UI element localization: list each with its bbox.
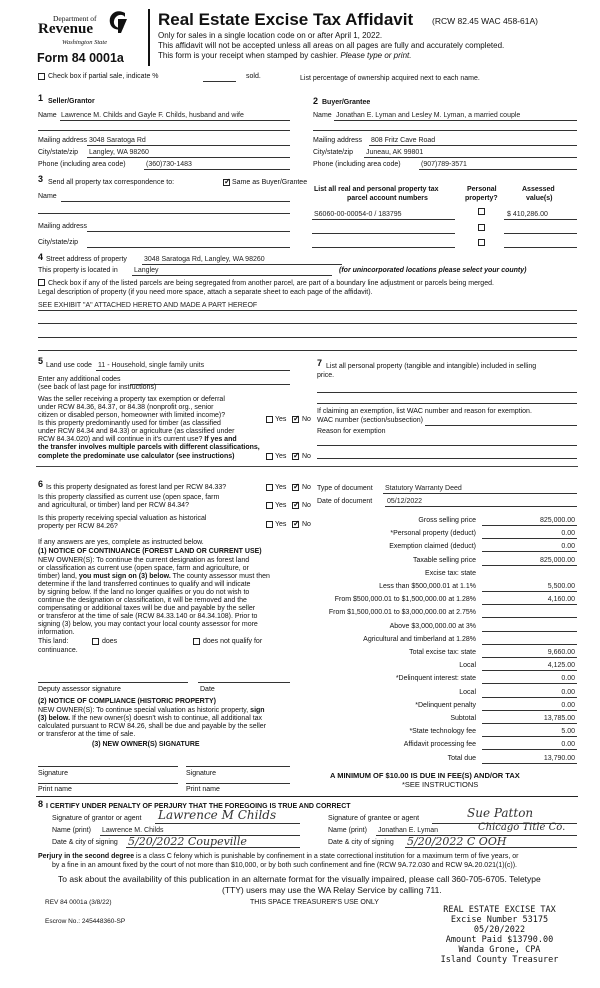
tax-row-value[interactable]: 4,160.00 — [547, 596, 575, 604]
tax-row-label: From $500,000.01 to $1,500,000.00 at 1.28% — [334, 596, 476, 604]
notice-1-l2: or classification as current use (open space, farm and agriculture, or — [38, 565, 249, 572]
accessibility-line-2: (TTY) users may use the WA Relay Service by calling 711. — [222, 885, 442, 895]
grantee-agent-company[interactable]: Chicago Title Co. — [478, 822, 566, 833]
s3-city-field[interactable] — [87, 247, 290, 248]
note-2: This affidavit will not be accepted unless all areas on all pages are fully and accurately completed. — [158, 41, 505, 50]
does-not-qualify-checkbox[interactable] — [193, 638, 200, 645]
section-7-number: 7 — [317, 358, 323, 368]
wac-label: WAC number (section/subsection) — [317, 417, 423, 424]
dor-logo-icon — [107, 9, 129, 35]
tax-row-label: Taxable selling price — [412, 556, 476, 564]
tax-row-label: Local — [459, 662, 476, 670]
revision-label: REV 84 0001a (3/8/22) — [45, 899, 112, 906]
q2-yes-checkbox[interactable] — [266, 453, 273, 460]
partial-sold-label: sold. — [246, 73, 261, 80]
note-3b: Please type or print. — [340, 51, 412, 60]
buyer-mail-label: Mailing address — [313, 137, 363, 144]
q2-no-label: No — [302, 453, 311, 460]
land-use-field[interactable]: 11 - Household, single family units — [98, 362, 205, 369]
revenue-label: Revenue — [38, 21, 93, 37]
continuance-label: continuance. — [38, 647, 78, 654]
tax-row-line — [482, 617, 577, 618]
partial-percent-field[interactable] — [203, 81, 236, 82]
s7-label-2: price. — [317, 372, 335, 379]
section-4-number: 4 — [38, 252, 44, 262]
tax-row-value[interactable]: 13,790.00 — [543, 754, 575, 762]
s6-q1-no-checkbox[interactable] — [292, 484, 299, 491]
section-5-number: 5 — [38, 356, 44, 366]
s6-q3-yes-checkbox[interactable] — [266, 521, 273, 528]
street-field[interactable]: 3048 Saratoga Rd, Langley, WA 98260 — [144, 256, 265, 263]
section-8-number: 8 — [38, 799, 44, 809]
q1-line-1: Was the seller receiving a property tax exemption or deferral — [38, 396, 225, 403]
s3-name-field[interactable] — [61, 201, 290, 202]
tax-row-label: Above $3,000,000.00 at 3% — [389, 622, 476, 630]
certify-label: I CERTIFY UNDER PENALTY OF PERJURY THAT THE FOREGOING IS TRUE AND CORRECT — [46, 803, 351, 810]
notice-2-l1-wrap — [38, 707, 265, 714]
stamp-line-4: Amount Paid $13790.00 — [445, 935, 554, 945]
does-label: does — [102, 638, 118, 645]
seller-name-field[interactable]: Lawrence M. Childs and Gayle F. Childs, husband and wife — [61, 112, 244, 119]
s3-name-label: Name — [38, 193, 57, 200]
tax-row-label: *Personal property (deduct) — [390, 530, 476, 538]
rcw-reference: (RCW 82.45 WAC 458-61A) — [432, 16, 538, 26]
deputy-signature-field[interactable] — [38, 682, 188, 683]
s6-q2-yes-checkbox[interactable] — [266, 502, 273, 509]
q1-line-3: citizen or disabled person, homeowner with limited income)? — [38, 412, 226, 419]
minimum-due-note: A MINIMUM OF $10.00 IS DUE IN FEE(S) AND/OR TAX — [330, 771, 520, 780]
seller-phone-field[interactable]: (360)730-1483 — [146, 161, 192, 168]
q1-no-checkbox[interactable] — [292, 416, 299, 423]
q1-line-2: under RCW 84.36, 84.37, or 84.38 (nonprofit org., senior — [38, 404, 214, 411]
notice-1-l3-wrap — [38, 573, 270, 580]
form-number: Form 84 0001a — [37, 51, 124, 65]
tax-row-label: *State technology fee — [409, 728, 476, 736]
tax-row-line — [482, 591, 577, 592]
tax-row-line — [482, 538, 577, 539]
parcel-header-1: List all real and personal property tax — [314, 186, 439, 193]
q2-line-1: Is this property predominantly used for timber (as classified — [38, 420, 221, 427]
perjury-line-2: by a fine in an amount fixed by the court of not more than $10,000, or by both such confinement and fine (RCW 9A.72.030 and RCW 9A.20.021(1)(c)). — [52, 862, 517, 869]
notice-2-l2a: (3) below. — [38, 715, 71, 722]
additional-codes-note: (see back of last page for instructions) — [38, 384, 157, 391]
located-field[interactable]: Langley — [134, 267, 159, 274]
new-owner-signature-2[interactable] — [186, 766, 290, 767]
tax-row-line — [482, 763, 577, 764]
notice-2-l3: calculated pursuant to RCW 84.26, shall be due and payable by the seller — [38, 723, 267, 730]
tax-row-label: *Delinquent interest: state — [395, 675, 476, 683]
same-as-buyer-label: Same as Buyer/Grantee — [232, 179, 308, 186]
assessed-value-1[interactable]: $ 410,286.00 — [507, 211, 548, 218]
buyer-title: Buyer/Grantee — [322, 99, 371, 106]
exemption-label: If claiming an exemption, list WAC number and reason for exemption. — [317, 408, 532, 415]
washington-state-label: Washington State — [62, 39, 108, 46]
wac-field[interactable] — [425, 425, 577, 426]
tax-row-label: Total excise tax: state — [409, 649, 476, 656]
tax-row-value[interactable]: 0.00 — [561, 688, 575, 696]
q1-yes-label: Yes — [275, 416, 287, 423]
s6-q3-yes-label: Yes — [275, 521, 287, 528]
q2-line-3-wrap — [38, 436, 237, 443]
q2-line-5: complete the predominate use calculator (see instructions) — [38, 453, 235, 460]
note-3: This form is your receipt when stamped by cashier. — [158, 51, 339, 60]
notice-2-l2b: If the new owner(s) doesn't wish to continue, all additional tax — [71, 715, 263, 722]
parcel-header-2: parcel account numbers — [347, 195, 428, 202]
buyer-city-field[interactable]: Juneau, AK 99801 — [366, 149, 424, 156]
s6-q1-no-label: No — [302, 484, 311, 491]
divider-section-8 — [36, 796, 578, 797]
grantee-name-field[interactable]: Jonathan E. Lyman — [378, 827, 439, 834]
tax-row-label: Less than $500,000.01 at 1.1% — [379, 583, 476, 590]
s6-q2-no-label: No — [302, 502, 311, 509]
notice-2-l2-wrap — [38, 715, 262, 722]
seller-name-label: Name — [38, 112, 57, 119]
grantee-signature[interactable]: Sue Patton — [467, 806, 534, 820]
tax-row-label: *Delinquent penalty — [415, 701, 476, 709]
section-6-number: 6 — [38, 479, 44, 489]
land-use-label: Land use code — [46, 362, 92, 369]
s6-q2-line-1: Is this property classified as current use (open space, farm — [38, 494, 220, 501]
grantee-date-city[interactable]: 5/20/2022 C OOH — [407, 835, 507, 848]
grantor-date-label: Date & city of signing — [52, 839, 118, 846]
tax-row-value[interactable]: 5.00 — [561, 728, 575, 736]
perjury-bold: Perjury in the second degree — [38, 853, 135, 860]
note-1: Only for sales in a single location code on or after April 1, 2022. — [158, 31, 383, 40]
seller-city-label: City/state/zip — [38, 149, 79, 156]
tax-row-value[interactable]: 825,000.00 — [539, 517, 575, 524]
q2-line-4: the transfer involves multiple parcels with different classifications, — [38, 444, 260, 451]
notice-1-l3b: you must sign on (3) below. — [78, 573, 171, 580]
legal-description-field[interactable]: SEE EXHIBIT "A" ATTACHED HERETO AND MADE A PART HEREOF — [38, 302, 258, 309]
buyer-phone-label: Phone (including area code) — [313, 161, 401, 168]
grantee-date-label: Date & city of signing — [328, 839, 394, 846]
additional-codes-label: Enter any additional codes — [38, 376, 121, 383]
s6-q1-yes-checkbox[interactable] — [266, 484, 273, 491]
this-land-label: This land: — [38, 638, 69, 645]
print-name-label-1: Print name — [38, 786, 72, 793]
notice-1-l8: or transferor at the time of sale (RCW 84.33.140 or 84.34.108). Prior to — [38, 613, 258, 620]
segregation-checkbox[interactable] — [38, 279, 45, 286]
s6-q3-line-1: Is this property receiving special valuation as historical — [38, 515, 207, 522]
s6-q2-yes-label: Yes — [275, 502, 287, 509]
notice-1-l10: information. — [38, 629, 75, 636]
q2-line-3b: If yes and — [204, 436, 237, 443]
tax-row-value[interactable]: 0.00 — [561, 701, 575, 709]
tax-row-value[interactable]: 4,125.00 — [547, 662, 575, 670]
grantor-signature[interactable]: Lawrence M Childs — [158, 808, 277, 822]
grantor-name-label: Name (print) — [52, 827, 91, 834]
assessed-header-2: value(s) — [526, 195, 553, 202]
escrow-number: Escrow No.: 245448360-SP — [45, 918, 126, 925]
located-note: (for unincorporated locations please select your county) — [339, 267, 527, 274]
s3-mail-field[interactable] — [87, 231, 290, 232]
tax-row-line — [482, 631, 577, 632]
notice-2-title: (2) NOTICE OF COMPLIANCE (HISTORIC PROPERTY) — [38, 698, 216, 705]
note-3-wrap — [158, 51, 411, 60]
tax-row-line — [482, 604, 577, 605]
personal-header-1: Personal — [467, 186, 497, 193]
assessed-header-1: Assessed — [522, 186, 555, 193]
tax-row-line — [482, 710, 577, 711]
tax-row-line — [482, 551, 577, 552]
accessibility-line-1: To ask about the availability of this publication in an alternate format for the visually impaired, please call 360-705-6705. Teletype — [58, 874, 541, 884]
s6-q3-no-label: No — [302, 521, 311, 528]
section-1-number: 1 — [38, 93, 44, 103]
form-title: Real Estate Excise Tax Affidavit — [158, 10, 414, 29]
grantor-name-field[interactable]: Lawrence M. Childs — [102, 827, 164, 834]
q1-yes-checkbox[interactable] — [266, 416, 273, 423]
tax-row-line — [482, 723, 577, 724]
deputy-date-label: Date — [200, 686, 215, 693]
s3-mail-label: Mailing address — [38, 223, 88, 230]
grantor-sig-label: Signature of grantor or agent — [52, 815, 142, 822]
stamp-line-5: Wanda Grone, CPA — [458, 945, 541, 955]
notice-1-l4: determine if the land transferred continues to qualify and will indicate — [38, 581, 251, 588]
seller-city-field[interactable]: Langley, WA 98260 — [89, 149, 149, 156]
parcel-number-1[interactable]: S6060-00-00054-0 / 183795 — [314, 211, 402, 218]
tax-row-value[interactable]: 13,785.00 — [543, 715, 575, 722]
reason-label: Reason for exemption — [317, 428, 386, 435]
tax-row-label: Gross selling price — [418, 517, 476, 524]
divider-5-6 — [36, 466, 578, 467]
tax-row-label: From $1,500,000.01 to $3,000,000.00 at 2.75% — [328, 609, 476, 617]
notice-1-l3a: timber) land, — [38, 573, 77, 580]
tax-row-value[interactable]: 9,660.00 — [547, 649, 575, 656]
personal-property-checkbox-2[interactable] — [478, 224, 485, 231]
stamp-line-2: Excise Number 53175 — [450, 915, 549, 925]
tax-row-value[interactable]: 0.00 — [561, 530, 575, 538]
stamp-line-6: Island County Treasurer — [440, 955, 559, 965]
tax-row-line — [482, 657, 577, 658]
buyer-name-label: Name — [313, 112, 332, 119]
notice-1-l9: signing (3) below, you may contact your local county assessor for more — [38, 621, 258, 628]
doc-date-field[interactable]: 05/12/2022 — [387, 498, 423, 505]
street-label: Street address of property — [46, 256, 127, 263]
q2-yes-label: Yes — [275, 453, 287, 460]
tax-row-line — [482, 749, 577, 750]
s6-q2-line-2: and agricultural, or timber) land per RCW 84.34? — [38, 502, 189, 509]
notice-1-l6: continue the designation or classification, it will be removed and the — [38, 597, 247, 604]
s6-q3-no-checkbox[interactable] — [292, 521, 299, 528]
s6-q2-no-checkbox[interactable] — [292, 502, 299, 509]
q2-line-2: under RCW 84.34 and 84.33) or agriculture (as classified under — [38, 428, 235, 435]
signature-label-2: Signature — [186, 770, 216, 777]
s6-q1: Is this property designated as forest land per RCW 84.33? — [46, 484, 227, 491]
notice-1-title: (1) NOTICE OF CONTINUANCE (FOREST LAND OR CURRENT USE) — [38, 548, 262, 555]
perjury-rest: is a class C felony which is punishable by confinement in a state correctional institution for a maximum term of five years, or — [136, 853, 519, 860]
tax-row-label: Total due — [447, 754, 476, 762]
tax-row-line — [482, 736, 577, 737]
seller-phone-label: Phone (including area code) — [38, 161, 126, 168]
tax-row-line — [482, 644, 577, 645]
doc-type-field[interactable]: Statutory Warranty Deed — [385, 485, 462, 492]
header-divider — [148, 9, 150, 66]
tax-row-line — [482, 670, 577, 671]
tax-row-value[interactable]: 825,000.00 — [539, 556, 575, 564]
doc-type-label: Type of document — [317, 485, 373, 492]
tax-row-line — [482, 525, 577, 526]
buyer-name-field[interactable]: Jonathan E. Lyman and Lesley M. Lyman, a married couple — [336, 112, 521, 119]
doc-date-label: Date of document — [317, 498, 373, 505]
grantor-date-city[interactable]: 5/20/2022 Coupeville — [128, 835, 247, 848]
notice-2-l4: or transferor at the time of sale. — [38, 731, 136, 738]
q2-no-checkbox[interactable] — [292, 453, 299, 460]
does-not-label: does not qualify for — [203, 638, 263, 645]
partial-sale-label: Check box if partial sale, indicate % — [48, 73, 159, 80]
buyer-mail-field[interactable]: 808 Fritz Cave Road — [371, 137, 436, 144]
s6-q1-yes-label: Yes — [275, 484, 287, 491]
stamp-line-1: REAL ESTATE EXCISE TAX — [443, 905, 556, 915]
grantee-sig-label: Signature of grantee or agent — [328, 815, 420, 822]
personal-property-checkbox-3[interactable] — [478, 239, 485, 246]
seller-mail-label: Mailing address — [38, 137, 88, 144]
ownership-note: List percentage of ownership acquired next to each name. — [300, 75, 480, 82]
new-owner-signature-1[interactable] — [38, 766, 178, 767]
notice-2-l1a: NEW OWNER(S): To continue special valuation as historic property, — [38, 707, 249, 714]
tax-row-line — [482, 697, 577, 698]
notice-1-l5: by signing below. If the land no longer qualifies or you do not wish to — [38, 589, 250, 596]
deputy-label: Deputy assessor signature — [38, 686, 121, 693]
same-as-buyer-checkbox[interactable] — [223, 179, 230, 186]
reason-field[interactable] — [317, 445, 577, 446]
tax-row-line — [482, 565, 577, 566]
s7-label-1: List all personal property (tangible and intangible) included in selling — [326, 363, 537, 370]
q2-line-3: RCW 84.34.020) and will continue in it's current use? — [38, 436, 203, 443]
legal-description-label: Legal description of property (if you need more space, attach a separate sheet to each page of the affidavit). — [38, 289, 373, 296]
buyer-city-label: City/state/zip — [313, 149, 354, 156]
grantee-name-label: Name (print) — [328, 827, 367, 834]
partial-sale-checkbox[interactable] — [38, 73, 45, 80]
buyer-phone-field[interactable]: (907)789-3571 — [421, 161, 467, 168]
segregation-label: Check box if any of the listed parcels are being segregated from another parcel, are part of a boundary line adjustment or parcels being merged. — [48, 280, 494, 287]
section-2-number: 2 — [313, 96, 319, 106]
notice-3-title: (3) NEW OWNER(S) SIGNATURE — [92, 741, 200, 748]
deputy-date-field[interactable] — [198, 682, 290, 683]
seller-title: Seller/Grantor — [48, 98, 95, 105]
personal-header-2: property? — [465, 195, 498, 202]
tax-row-value[interactable]: 0.00 — [561, 741, 575, 749]
notice-1-l3c: The county assessor must then — [172, 573, 270, 580]
see-instructions-note: *SEE INSTRUCTIONS — [402, 780, 479, 789]
signature-label-1: Signature — [38, 770, 68, 777]
seller-mail-field[interactable]: 3048 Saratoga Rd — [89, 137, 146, 144]
q1-no-label: No — [302, 416, 311, 423]
send-correspondence-label: Send all property tax correspondence to: — [48, 179, 175, 186]
tax-row-label: Excise tax: state — [425, 569, 476, 577]
does-qualify-checkbox[interactable] — [92, 638, 99, 645]
print-name-label-2: Print name — [186, 786, 220, 793]
tax-row-label: Affidavit processing fee — [403, 741, 476, 749]
new-owner-print-2[interactable] — [186, 783, 290, 784]
tax-row-value[interactable]: 5,500.00 — [547, 583, 575, 590]
s3-city-label: City/state/zip — [38, 239, 79, 246]
tax-row-value[interactable]: 0.00 — [561, 543, 575, 551]
tax-row-label: Exemption claimed (deduct) — [389, 543, 476, 551]
tax-row-line — [482, 683, 577, 684]
located-label: This property is located in — [38, 267, 118, 274]
notice-1-l7: compensating or additional taxes will be due and payable by the seller — [38, 605, 256, 612]
s6-q3-line-2: property per RCW 84.26? — [38, 523, 118, 530]
treasurer-only-label: THIS SPACE TREASURER'S USE ONLY — [250, 899, 379, 906]
new-owner-print-1[interactable] — [38, 783, 178, 784]
personal-property-checkbox-1[interactable] — [478, 208, 485, 215]
perjury-line-1 — [38, 853, 519, 860]
stamp-line-3: 05/20/2022 — [473, 925, 526, 935]
tax-row-label: Agricultural and timberland at 1.28% — [363, 635, 476, 643]
tax-row-label: Local — [459, 688, 476, 696]
notice-2-l1b: sign — [250, 707, 265, 714]
section-3-number: 3 — [38, 174, 44, 184]
tax-row-label: Subtotal — [450, 715, 476, 722]
tax-row-value[interactable]: 0.00 — [561, 675, 575, 683]
treasurer-stamp — [432, 905, 567, 965]
notice-1-l1: NEW OWNER(S): To continue the current designation as forest land — [38, 557, 250, 564]
if-any-yes: If any answers are yes, complete as instructed below. — [38, 539, 204, 546]
dept-of-label: Department of — [53, 14, 97, 23]
